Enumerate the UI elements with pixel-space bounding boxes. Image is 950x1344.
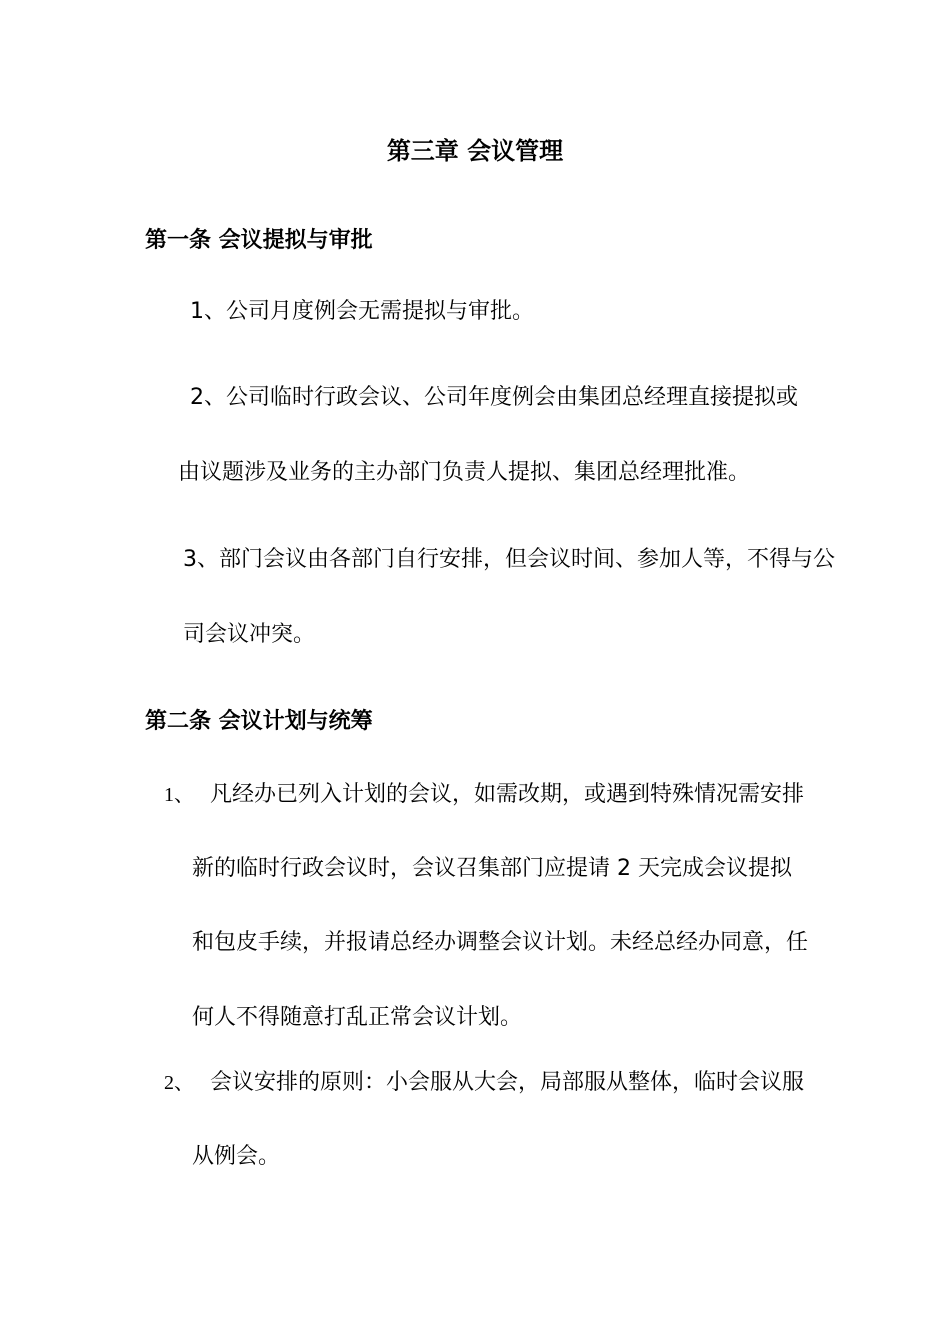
- article2-item2-line1: 会议安排的原则：小会服从大会，局部服从整体，临时会议服: [210, 1070, 805, 1095]
- article2-item1-number: 1、: [164, 784, 194, 806]
- article2-item2-number: 2、: [164, 1072, 194, 1094]
- article2-item1-line2: 新的临时行政会议时，会议召集部门应提请 2 天完成会议提拟: [192, 856, 792, 881]
- article1-item2-line1: 2、公司临时行政会议、公司年度例会由集团总经理直接提拟或: [190, 385, 798, 410]
- article2-heading: 第二条 会议计划与统筹: [145, 709, 373, 734]
- chapter-title: 第三章 会议管理: [386, 137, 564, 165]
- article2-item1-line1: 凡经办已列入计划的会议，如需改期，或遇到特殊情况需安排: [210, 782, 805, 807]
- article1-item3-line1: 3、部门会议由各部门自行安排，但会议时间、参加人等，不得与公: [183, 547, 835, 572]
- article1-item1: 1、公司月度例会无需提拟与审批。: [190, 299, 534, 324]
- article1-heading: 第一条 会议提拟与审批: [145, 228, 373, 253]
- article2-item1-line3: 和包皮手续，并报请总经办调整会议计划。未经总经办同意，任: [192, 930, 809, 955]
- article2-item2-line2: 从例会。: [192, 1144, 281, 1169]
- article2-item1-line4: 何人不得随意打乱正常会议计划。: [192, 1005, 523, 1030]
- article1-item2-line2: 由议题涉及业务的主办部门负责人提拟、集团总经理批准。: [178, 460, 751, 485]
- article1-item3-line2: 司会议冲突。: [183, 622, 316, 647]
